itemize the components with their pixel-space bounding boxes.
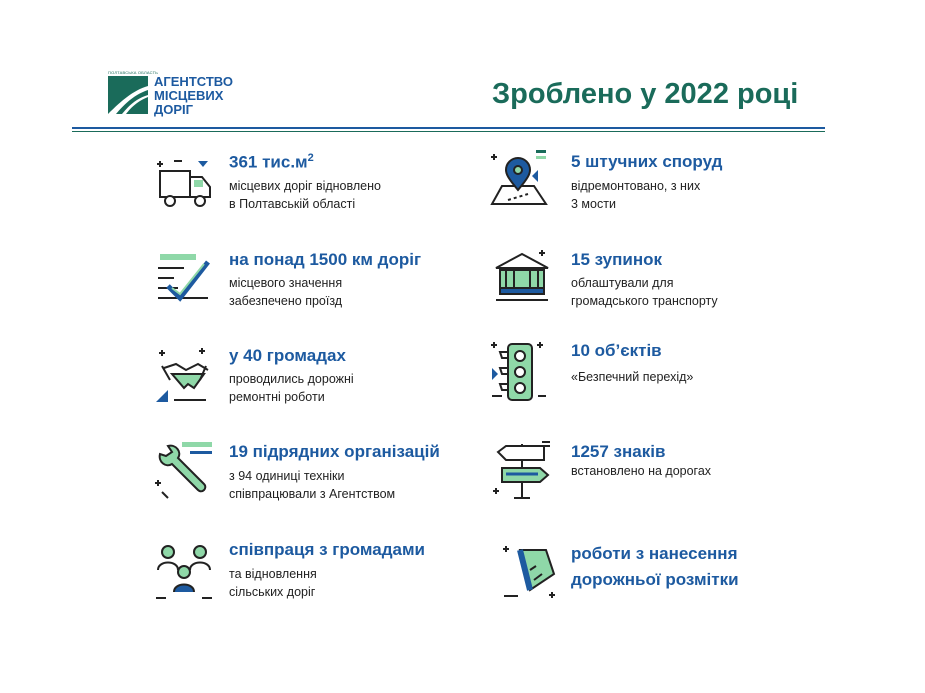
item-right-2-heading: 15 зупинок: [571, 250, 662, 269]
people-icon: [154, 542, 214, 602]
logo-line-2: МІСЦЕВИХ: [154, 88, 224, 103]
item-left-4-heading: 19 підрядних організацій: [229, 442, 440, 461]
item-left-4-text: з 94 одиниці техніки співпрацювали з Агентством: [229, 469, 396, 501]
logo-line-3: ДОРІГ: [154, 102, 194, 117]
item-left-1-text: місцевих доріг відновлено в Полтавській області: [229, 179, 381, 211]
road-sign-icon: [492, 440, 552, 500]
map-pin-icon: [488, 148, 548, 208]
item-right-3-text: «Безпечний перехід»: [571, 370, 694, 384]
logo-line-1: АГЕНТСТВО: [154, 74, 233, 89]
logo-road-icon: [108, 76, 148, 114]
item-left-2-text: місцевого значення забезпечено проїзд: [229, 276, 343, 308]
paint-roller-icon: [500, 540, 560, 600]
item-left-3-text: проводились дорожні ремонтні роботи: [229, 372, 354, 404]
item-right-1-heading: 5 штучних споруд: [571, 152, 723, 171]
item-right-5-text: роботи з нанесення дорожньої розмітки: [571, 544, 739, 589]
traffic-light-icon: [488, 338, 548, 398]
truck-icon: [154, 155, 214, 215]
item-left-2-heading: на понад 1500 км доріг: [229, 250, 422, 269]
item-right-3-heading: 10 об’єктів: [571, 341, 662, 360]
item-left-5-text: та відновлення сільських доріг: [229, 567, 317, 599]
wrench-icon: [154, 440, 214, 500]
page-title: Зроблено у 2022 році: [492, 78, 799, 110]
item-left-3-heading: у 40 громадах: [229, 346, 346, 365]
logo-region-text: ПОЛТАВСЬКА ОБЛАСТЬ: [108, 70, 159, 75]
item-right-1-text: відремонтовано, з них 3 мости: [571, 179, 701, 211]
item-left-1-heading: 361 $тис.м^2$: [229, 152, 314, 172]
header-rule-bottom: [72, 131, 825, 132]
item-right-4-text: встановлено на дорогах: [571, 464, 712, 478]
bus-stop-icon: [492, 248, 552, 308]
item-left-5-heading: співпраця з громадами: [229, 540, 425, 559]
checklist-icon: [154, 248, 214, 308]
header-rule-top: [72, 127, 825, 129]
item-right-2-text: облаштували для громадського транспорту: [571, 276, 718, 308]
logo-text: [154, 75, 233, 117]
agency-logo: [108, 70, 238, 120]
handshake-icon: [154, 344, 214, 404]
item-right-4-heading: 1257 знаків: [571, 442, 666, 461]
